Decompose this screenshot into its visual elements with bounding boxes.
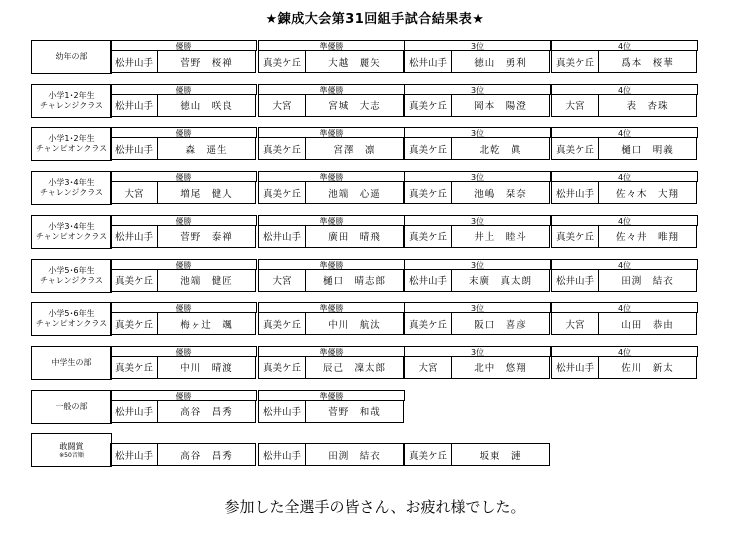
athlete-name-cell: 宮城 大志 [305, 94, 404, 117]
place-header: 3位 [404, 84, 551, 95]
category-label [31, 84, 112, 118]
closing-message: 参加した全選手の皆さん、お疲れ様でした。 [224, 498, 526, 516]
place-header: 4位 [551, 302, 698, 313]
athlete-name-cell: 阪口 喜彦 [451, 312, 550, 335]
athlete-name-cell: 佐々木 大翔 [598, 181, 697, 204]
club-cell: 松井山手 [551, 181, 599, 204]
athlete-name-cell: 田渕 結衣 [305, 443, 404, 466]
place-header: 4位 [551, 127, 698, 138]
athlete-name-cell: 菅野 泰禅 [157, 225, 256, 248]
athlete-name-cell: 表 杏珠 [598, 94, 697, 117]
athlete-name-cell: 池端 心遥 [305, 181, 404, 204]
club-cell: 松井山手 [258, 225, 306, 248]
athlete-name-cell: 中川 航汰 [305, 312, 404, 335]
category-name-line: 一般の部 [55, 401, 88, 411]
athlete-name-cell: 高谷 昌秀 [157, 400, 256, 423]
place-header: 準優勝 [258, 127, 405, 138]
club-cell: 松井山手 [551, 356, 599, 379]
club-cell: 真美ケ丘 [404, 225, 452, 248]
athlete-name-cell: 樋口 晴志郎 [305, 269, 404, 292]
club-cell: 松井山手 [110, 94, 158, 117]
place-header: 4位 [551, 84, 698, 95]
athlete-name-cell: 梅ヶ辻 颯 [157, 312, 256, 335]
place-header: 準優勝 [258, 259, 405, 270]
club-cell: 大宮 [110, 181, 158, 204]
club-cell: 真美ケ丘 [404, 312, 452, 335]
club-cell: 大宮 [258, 94, 306, 117]
category-label [31, 302, 112, 336]
club-cell: 真美ケ丘 [258, 181, 306, 204]
club-cell: 松井山手 [404, 269, 452, 292]
athlete-name-cell: 佐川 新太 [598, 356, 697, 379]
athlete-name-cell: 徳山 勇利 [451, 50, 550, 73]
category-name-line: 敢闘賞 [59, 441, 84, 451]
category-name-line: チャレンジクラス [40, 100, 103, 110]
place-header: 4位 [551, 40, 698, 51]
category-name-line: 小学5･6年生 [48, 265, 95, 275]
place-header: 3位 [404, 127, 551, 138]
club-cell: 真美ケ丘 [258, 356, 306, 379]
category-name-line: 小学5･6年生 [48, 309, 95, 319]
place-header: 優勝 [110, 171, 257, 182]
place-header: 4位 [551, 171, 698, 182]
athlete-name-cell: 森 遥生 [157, 137, 256, 160]
athlete-name-cell: 高谷 昌秀 [157, 443, 256, 466]
athlete-name-cell: 樋口 明義 [598, 137, 697, 160]
place-header: 優勝 [110, 215, 257, 226]
place-header: 3位 [404, 171, 551, 182]
club-cell: 松井山手 [110, 50, 158, 73]
athlete-name-cell: 末廣 真太朗 [451, 269, 550, 292]
place-header: 優勝 [110, 40, 257, 51]
club-cell: 大宮 [404, 356, 452, 379]
athlete-name-cell: 田渕 結衣 [598, 269, 697, 292]
place-header: 4位 [551, 259, 698, 270]
club-cell: 真美ケ丘 [110, 356, 158, 379]
category-label [31, 40, 112, 74]
club-cell: 真美ケ丘 [404, 443, 452, 466]
place-header: 3位 [404, 215, 551, 226]
category-label [31, 215, 112, 249]
club-cell: 真美ケ丘 [551, 50, 599, 73]
category-name-line: チャレンジクラス [40, 188, 103, 198]
category-name-line: 中学生の部 [51, 357, 92, 367]
club-cell: 真美ケ丘 [258, 312, 306, 335]
athlete-name-cell: 徳山 咲良 [157, 94, 256, 117]
club-cell: 松井山手 [110, 443, 158, 466]
category-note: ※50音順 [59, 451, 84, 459]
club-cell: 真美ケ丘 [551, 225, 599, 248]
category-name-line: 小学1･2年生 [48, 90, 95, 100]
place-header: 優勝 [110, 390, 257, 401]
athlete-name-cell: 池嶋 栞奈 [451, 181, 550, 204]
place-header: 4位 [551, 346, 698, 357]
athlete-name-cell: 井上 睦斗 [451, 225, 550, 248]
club-cell: 真美ケ丘 [110, 269, 158, 292]
place-header: 準優勝 [258, 84, 405, 95]
category-name-line: 小学3･4年生 [48, 178, 95, 188]
category-label [31, 346, 112, 380]
club-cell: 大宮 [551, 94, 599, 117]
category-label [31, 171, 112, 205]
athlete-name-cell: 大越 麗矢 [305, 50, 404, 73]
club-cell: 真美ケ丘 [551, 137, 599, 160]
club-cell: 大宮 [551, 312, 599, 335]
place-header: 準優勝 [258, 346, 405, 357]
athlete-name-cell: 佐々井 唯翔 [598, 225, 697, 248]
club-cell: 真美ケ丘 [110, 312, 158, 335]
place-header: 準優勝 [258, 390, 405, 401]
category-name-line: 幼年の部 [55, 52, 88, 61]
category-label [31, 433, 112, 467]
club-cell: 大宮 [258, 269, 306, 292]
club-cell: 松井山手 [404, 50, 452, 73]
category-name-line: チャンピオンクラス [35, 144, 108, 154]
place-header: 優勝 [110, 259, 257, 270]
category-name-line: 小学1･2年生 [48, 134, 95, 144]
athlete-name-cell: 山田 恭由 [598, 312, 697, 335]
athlete-name-cell: 岡本 陽澄 [451, 94, 550, 117]
athlete-name-cell: 池端 健匠 [157, 269, 256, 292]
place-header: 優勝 [110, 127, 257, 138]
place-header: 準優勝 [258, 302, 405, 313]
place-header: 準優勝 [258, 215, 405, 226]
place-header: 3位 [404, 40, 551, 51]
club-cell: 松井山手 [110, 400, 158, 423]
athlete-name-cell: 菅野 和哉 [305, 400, 404, 423]
category-name-line: チャンピオンクラス [35, 231, 108, 241]
athlete-name-cell: 坂東 漣 [451, 443, 550, 466]
club-cell: 真美ケ丘 [404, 181, 452, 204]
place-header: 準優勝 [258, 171, 405, 182]
athlete-name-cell: 廣田 晴飛 [305, 225, 404, 248]
place-header: 4位 [551, 215, 698, 226]
athlete-name-cell: 増尾 健人 [157, 181, 256, 204]
club-cell: 松井山手 [551, 269, 599, 292]
athlete-name-cell: 辰己 凜太郎 [305, 356, 404, 379]
place-header: 優勝 [110, 84, 257, 95]
athlete-name-cell: 中川 晴渡 [157, 356, 256, 379]
page-title: ★錬成大会第31回組手試合結果表★ [265, 12, 485, 27]
category-name-line: チャレンジクラス [40, 275, 103, 285]
athlete-name-cell: 宮澤 凛 [305, 137, 404, 160]
club-cell: 真美ケ丘 [258, 50, 306, 73]
club-cell: 真美ケ丘 [404, 137, 452, 160]
place-header: 3位 [404, 302, 551, 313]
athlete-name-cell: 爲本 桜華 [598, 50, 697, 73]
club-cell: 松井山手 [110, 137, 158, 160]
place-header: 3位 [404, 346, 551, 357]
category-name-line: 小学3･4年生 [48, 221, 95, 231]
club-cell: 真美ケ丘 [258, 137, 306, 160]
club-cell: 松井山手 [258, 400, 306, 423]
athlete-name-cell: 北乾 眞 [451, 137, 550, 160]
category-name-line: チャンピオンクラス [35, 319, 108, 329]
place-header: 優勝 [110, 346, 257, 357]
category-label [31, 259, 112, 293]
place-header: 3位 [404, 259, 551, 270]
category-label [31, 390, 112, 424]
place-header: 準優勝 [258, 40, 405, 51]
place-header: 優勝 [110, 302, 257, 313]
club-cell: 松井山手 [110, 225, 158, 248]
club-cell: 松井山手 [258, 443, 306, 466]
club-cell: 真美ケ丘 [404, 94, 452, 117]
athlete-name-cell: 菅野 桜禅 [157, 50, 256, 73]
category-label [31, 127, 112, 161]
athlete-name-cell: 北中 悠翔 [451, 356, 550, 379]
